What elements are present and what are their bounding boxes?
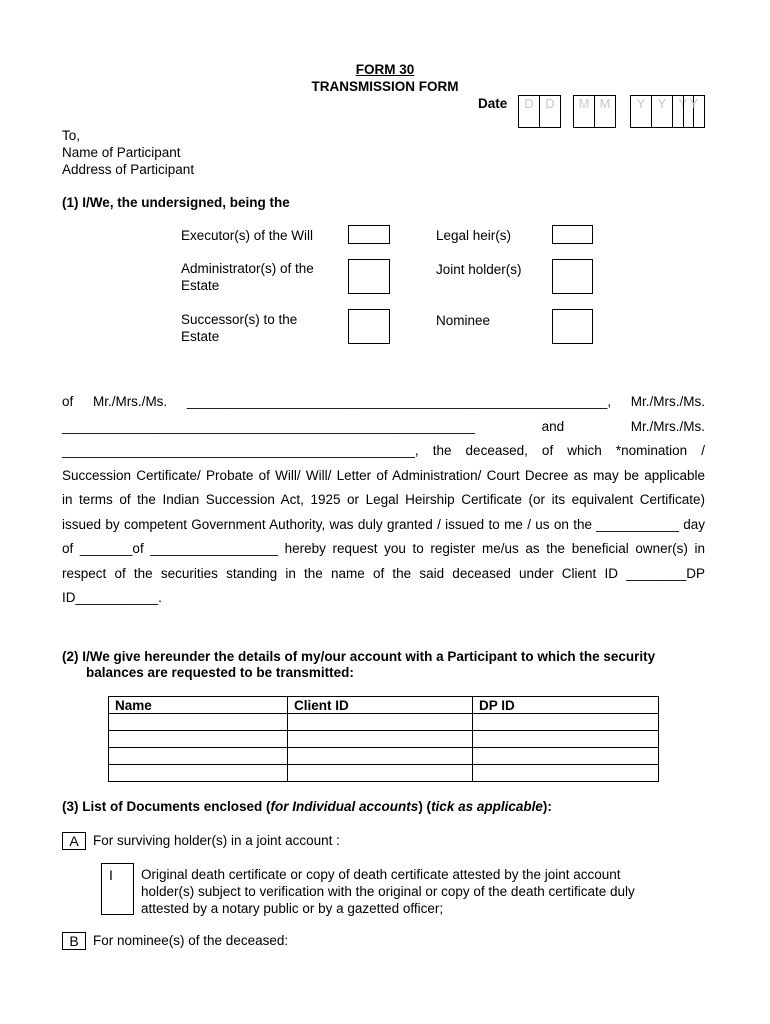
section2-heading-2: balances are requested to be transmitted: xyxy=(86,665,354,680)
column-header-name: Name xyxy=(109,697,288,714)
table-row xyxy=(109,714,659,731)
dp-id-cell[interactable] xyxy=(473,748,659,765)
section3-heading xyxy=(62,799,552,814)
paragraph-line: of _______of _________________ hereby request you to register me/us as the beneficial owner(s) in xyxy=(62,541,705,556)
administrator-checkbox[interactable] xyxy=(348,259,390,294)
client-id-cell[interactable] xyxy=(288,731,473,748)
column-header-client-id: Client ID xyxy=(288,697,473,714)
paragraph-line: Succession Certificate/ Probate of Will/ Will/ Letter of Administration/ Court Decree as may be applicable xyxy=(62,467,705,483)
date-year-cell[interactable]: Y xyxy=(683,95,705,128)
name-cell[interactable] xyxy=(109,714,288,731)
client-id-cell[interactable] xyxy=(288,748,473,765)
date-month-cell[interactable]: M xyxy=(594,95,616,128)
section3-heading-part: ) ( xyxy=(418,799,432,814)
item-a-text: For surviving holder(s) in a joint account : xyxy=(93,833,340,848)
option-joint-holder-label: Joint holder(s) xyxy=(436,262,522,277)
participant-name: Name of Participant xyxy=(62,145,181,160)
table-header-row xyxy=(109,697,659,714)
account-details-table xyxy=(108,696,659,782)
dp-id-cell[interactable] xyxy=(473,714,659,731)
sub-item-i-line: attested by a notary public or by a gazetted officer; xyxy=(141,901,444,916)
table-row xyxy=(109,765,659,782)
form-number: FORM 30 xyxy=(355,62,415,77)
date-day-cell[interactable]: D xyxy=(539,95,561,128)
section3-heading-italic: tick as applicable xyxy=(431,799,543,814)
option-administrator-label-2: Estate xyxy=(181,278,220,293)
client-id-cell[interactable] xyxy=(288,765,473,782)
successor-checkbox[interactable] xyxy=(348,309,390,344)
date-year-cell[interactable]: Y xyxy=(630,95,652,128)
sub-item-i-text xyxy=(141,866,635,917)
name-cell[interactable] xyxy=(109,748,288,765)
section1-paragraph xyxy=(62,390,705,611)
paragraph-line: _______________________________________________, the deceased, of which *nomination / xyxy=(62,443,705,458)
legal-heir-checkbox[interactable] xyxy=(552,225,593,244)
joint-holder-checkbox[interactable] xyxy=(552,259,593,294)
option-successor-label-2: Estate xyxy=(181,329,220,344)
option-successor-label: Successor(s) to the xyxy=(181,312,298,327)
paragraph-line: of Mr./Mrs./Ms. ________________________________________________________, Mr./Mrs./Ms. xyxy=(62,394,705,409)
section3-heading-part: (3) List of Documents enclosed ( xyxy=(62,799,271,814)
item-b-letter-box: B xyxy=(62,932,86,950)
paragraph-line: ID___________. xyxy=(62,590,162,605)
section3-heading-part: ): xyxy=(542,799,552,814)
form-title: TRANSMISSION FORM xyxy=(311,79,459,94)
date-year-cell[interactable]: Y xyxy=(651,95,673,128)
dp-id-cell[interactable] xyxy=(473,731,659,748)
participant-address: Address of Participant xyxy=(62,162,195,177)
section3-heading-italic: for Individual accounts xyxy=(270,799,419,814)
option-executor-label: Executor(s) of the Will xyxy=(181,228,314,243)
sub-item-i-checkbox[interactable]: I xyxy=(101,863,134,915)
date-day-cell[interactable]: D xyxy=(518,95,540,128)
section2-heading: (2) I/We give hereunder the details of my/our account with a Participant to which the security xyxy=(62,649,656,664)
name-cell[interactable] xyxy=(109,731,288,748)
client-id-cell[interactable] xyxy=(288,714,473,731)
name-cell[interactable] xyxy=(109,765,288,782)
date-month-cell[interactable]: M xyxy=(573,95,595,128)
nominee-checkbox[interactable] xyxy=(552,309,593,344)
column-header-dp-id: DP ID xyxy=(473,697,659,714)
paragraph-line: issued by competent Government Authority, was duly granted / issued to me / us on the ___________ day xyxy=(62,516,705,532)
sub-item-i-line: Original death certificate or copy of death certificate attested by the joint account xyxy=(141,867,621,882)
option-nominee-label: Nominee xyxy=(436,313,491,328)
date-year-cell[interactable]: Y xyxy=(672,95,694,128)
date-label: Date xyxy=(478,96,508,111)
paragraph-line: in terms of the Indian Succession Act, 1925 or Legal Heirship Certificate (or its equivalent Certificate) xyxy=(62,492,705,507)
item-a-letter-box: A xyxy=(62,832,86,850)
executor-checkbox[interactable] xyxy=(348,225,390,244)
dp-id-cell[interactable] xyxy=(473,765,659,782)
option-administrator-label: Administrator(s) of the xyxy=(181,261,314,276)
table-row xyxy=(109,748,659,765)
item-b-text: For nominee(s) of the deceased: xyxy=(93,933,289,948)
address-to: To, xyxy=(62,128,81,143)
sub-item-i-line: holder(s) subject to verification with the original or copy of the death certificate duly xyxy=(141,884,635,899)
paragraph-line: respect of the securities standing in the name of the said deceased under Client ID ________DP xyxy=(62,565,705,581)
option-legal-heir-label: Legal heir(s) xyxy=(436,228,512,243)
table-row xyxy=(109,731,659,748)
paragraph-line: _______________________________________________________ and Mr./Mrs./Ms. xyxy=(62,418,705,434)
section1-heading: (1) I/We, the undersigned, being the xyxy=(62,195,290,210)
